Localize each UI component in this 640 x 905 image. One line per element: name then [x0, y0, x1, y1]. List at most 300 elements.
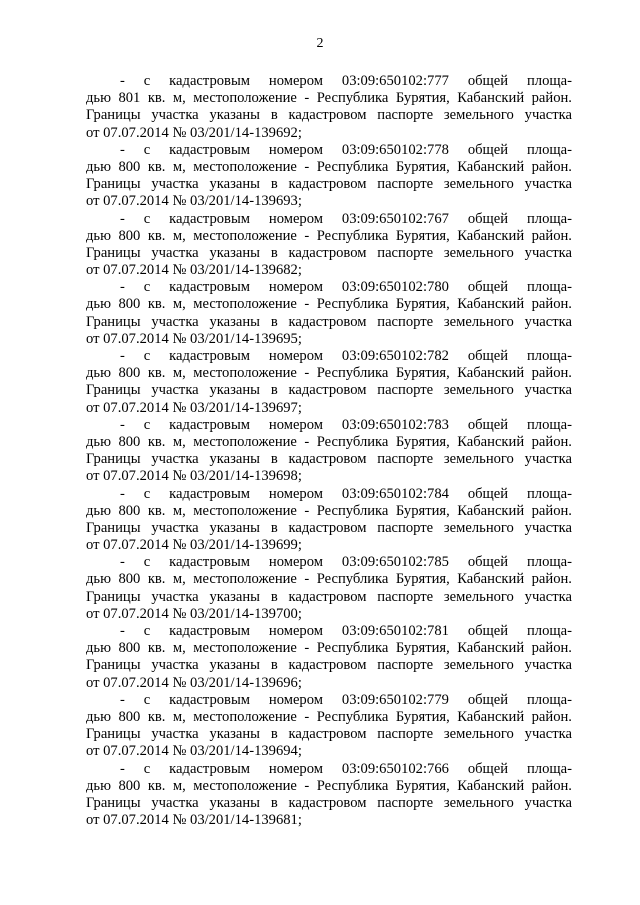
word: указаны: [209, 588, 260, 605]
word: участка: [151, 657, 199, 674]
word: с: [143, 73, 151, 89]
word: Границы: [86, 382, 141, 399]
word: в: [270, 107, 278, 124]
passport-reference-line: от 07.07.2014 № 03/201/14-139682;: [86, 262, 302, 279]
cadastral-number-line: [86, 761, 572, 778]
word: кадастровым: [169, 485, 250, 502]
word: 03:09:650102:784: [341, 485, 449, 502]
word: -: [304, 640, 310, 657]
word: участка: [151, 519, 199, 536]
boundary-line: [86, 314, 572, 331]
word: площа-: [526, 485, 572, 502]
word: Кабанский: [457, 502, 525, 519]
word: Бурятия,: [395, 640, 450, 657]
word: Республика: [316, 227, 389, 244]
word: Кабанский: [457, 158, 525, 175]
word: Республика: [316, 296, 389, 313]
word: район.: [531, 365, 572, 382]
word: -: [120, 554, 125, 571]
word: кадастровом: [288, 794, 367, 811]
word: кв.: [147, 365, 166, 382]
word: Республика: [316, 640, 389, 657]
word: кадастровым: [169, 416, 250, 433]
word: участка: [524, 382, 572, 399]
word: Бурятия,: [395, 571, 450, 588]
location-line: [86, 365, 572, 382]
word: -: [120, 210, 125, 227]
word: Республика: [316, 708, 389, 725]
word: кв.: [147, 777, 166, 794]
word: площа-: [526, 348, 572, 364]
word: Границы: [86, 519, 141, 536]
passport-reference-line: от 07.07.2014 № 03/201/14-139693;: [86, 193, 302, 210]
word: м,: [172, 90, 186, 107]
word: район.: [531, 777, 572, 794]
location-line: [86, 571, 572, 588]
word: паспорте: [377, 244, 434, 261]
land-plot-entry: [86, 348, 572, 417]
word: участка: [151, 107, 199, 124]
word: Бурятия,: [395, 158, 450, 175]
word: указаны: [209, 726, 260, 743]
word: район.: [531, 571, 572, 588]
word: кв.: [147, 708, 166, 725]
cadastral-number-line: [86, 211, 572, 228]
word: кв.: [147, 571, 166, 588]
word: м,: [172, 296, 186, 313]
word: участка: [524, 107, 572, 124]
word: Кабанский: [457, 90, 525, 107]
word: -: [304, 227, 310, 244]
word: местоположение: [193, 365, 297, 382]
word: указаны: [209, 107, 260, 124]
word: Кабанский: [457, 708, 525, 725]
word: местоположение: [193, 571, 297, 588]
word: Границы: [86, 313, 141, 330]
land-plot-entry: [86, 73, 572, 142]
word: участка: [151, 382, 199, 399]
word: 03:09:650102:781: [341, 623, 449, 639]
word: Границы: [86, 451, 141, 468]
word: местоположение: [193, 296, 297, 313]
word: м,: [172, 640, 186, 657]
word: общей: [467, 279, 509, 296]
word: в: [270, 588, 278, 605]
word: земельного: [443, 313, 514, 330]
word: общей: [467, 141, 509, 158]
word: 801: [118, 90, 141, 107]
land-plot-entry: [86, 417, 572, 486]
word: Бурятия,: [395, 90, 450, 107]
word: 800: [118, 158, 141, 175]
word: площа-: [526, 554, 572, 571]
word: 800: [118, 708, 141, 725]
word: Границы: [86, 244, 141, 261]
word: участка: [151, 588, 199, 605]
word: номером: [268, 485, 323, 502]
passport-reference-line: от 07.07.2014 № 03/201/14-139694;: [86, 743, 302, 760]
word: Бурятия,: [395, 502, 450, 519]
boundary-line: [86, 382, 572, 399]
location-line: [86, 90, 572, 107]
word: Кабанский: [457, 571, 525, 588]
word: площа-: [526, 141, 572, 158]
word: кв.: [147, 90, 166, 107]
word: район.: [531, 640, 572, 657]
word: -: [304, 433, 310, 450]
word: участка: [524, 244, 572, 261]
word: в: [270, 313, 278, 330]
word: 03:09:650102:778: [341, 141, 449, 158]
word: номером: [268, 348, 323, 364]
cadastral-number-line: [86, 692, 572, 709]
land-plot-entry: [86, 486, 572, 555]
word: район.: [531, 708, 572, 725]
boundary-line: [86, 451, 572, 468]
word: Границы: [86, 107, 141, 124]
word: кв.: [147, 296, 166, 313]
word: дью: [86, 777, 111, 794]
word: Бурятия,: [395, 365, 450, 382]
word: в: [270, 657, 278, 674]
word: паспорте: [377, 519, 434, 536]
word: дью: [86, 296, 111, 313]
word: местоположение: [193, 227, 297, 244]
word: участка: [524, 794, 572, 811]
word: местоположение: [193, 158, 297, 175]
boundary-line: [86, 726, 572, 743]
word: кадастровым: [169, 554, 250, 571]
word: кадастровом: [288, 519, 367, 536]
word: кадастровом: [288, 657, 367, 674]
cadastral-number-line: [86, 554, 572, 571]
word: площа-: [526, 210, 572, 227]
word: 800: [118, 365, 141, 382]
word: кадастровым: [169, 210, 250, 227]
boundary-line: [86, 245, 572, 262]
word: Бурятия,: [395, 227, 450, 244]
word: участка: [524, 313, 572, 330]
word: м,: [172, 708, 186, 725]
word: указаны: [209, 451, 260, 468]
word: -: [120, 416, 125, 433]
word: Бурятия,: [395, 777, 450, 794]
word: Бурятия,: [395, 296, 450, 313]
land-plot-entry: [86, 142, 572, 211]
word: район.: [531, 90, 572, 107]
word: район.: [531, 227, 572, 244]
word: -: [304, 708, 310, 725]
word: земельного: [443, 657, 514, 674]
word: местоположение: [193, 777, 297, 794]
cadastral-number-line: [86, 279, 572, 296]
word: Границы: [86, 176, 141, 193]
word: район.: [531, 296, 572, 313]
word: указаны: [209, 657, 260, 674]
location-line: [86, 228, 572, 245]
cadastral-number-line: [86, 486, 572, 503]
word: участка: [151, 794, 199, 811]
word: 03:09:650102:782: [341, 348, 449, 364]
word: 800: [118, 640, 141, 657]
word: кв.: [147, 502, 166, 519]
word: кадастровом: [288, 726, 367, 743]
location-line: [86, 709, 572, 726]
word: участка: [151, 726, 199, 743]
cadastral-number-line: [86, 417, 572, 434]
word: кв.: [147, 158, 166, 175]
word: номером: [268, 760, 323, 777]
word: общей: [467, 348, 509, 364]
word: земельного: [443, 588, 514, 605]
word: номером: [268, 416, 323, 433]
word: местоположение: [193, 640, 297, 657]
word: Республика: [316, 571, 389, 588]
location-line: [86, 640, 572, 657]
word: м,: [172, 227, 186, 244]
word: паспорте: [377, 451, 434, 468]
word: паспорте: [377, 588, 434, 605]
word: паспорте: [377, 176, 434, 193]
word: 800: [118, 227, 141, 244]
word: дью: [86, 90, 111, 107]
word: район.: [531, 502, 572, 519]
word: 03:09:650102:767: [341, 210, 449, 227]
boundary-line: [86, 107, 572, 124]
word: общей: [467, 623, 509, 639]
word: земельного: [443, 794, 514, 811]
word: номером: [268, 691, 323, 708]
land-plot-entry: [86, 623, 572, 692]
word: площа-: [526, 73, 572, 89]
word: указаны: [209, 382, 260, 399]
word: местоположение: [193, 708, 297, 725]
word: дью: [86, 640, 111, 657]
word: дью: [86, 502, 111, 519]
boundary-line: [86, 176, 572, 193]
land-plot-entry: [86, 279, 572, 348]
word: кв.: [147, 640, 166, 657]
boundary-line: [86, 795, 572, 812]
word: указаны: [209, 176, 260, 193]
word: дью: [86, 227, 111, 244]
land-plot-entry: [86, 692, 572, 761]
word: м,: [172, 365, 186, 382]
word: 800: [118, 296, 141, 313]
word: -: [120, 691, 125, 708]
word: участка: [524, 451, 572, 468]
page-number: 2: [316, 36, 324, 51]
word: местоположение: [193, 90, 297, 107]
word: участка: [524, 657, 572, 674]
word: в: [270, 726, 278, 743]
location-line: [86, 778, 572, 795]
word: с: [143, 691, 151, 708]
word: номером: [268, 210, 323, 227]
word: в: [270, 176, 278, 193]
word: площа-: [526, 691, 572, 708]
word: дью: [86, 708, 111, 725]
word: кадастровом: [288, 451, 367, 468]
location-line: [86, 296, 572, 313]
word: кадастровым: [169, 348, 250, 364]
word: 03:09:650102:783: [341, 416, 449, 433]
word: Границы: [86, 726, 141, 743]
word: -: [120, 348, 125, 364]
passport-reference-line: от 07.07.2014 № 03/201/14-139700;: [86, 605, 302, 622]
word: кв.: [147, 227, 166, 244]
word: кадастровым: [169, 73, 250, 89]
word: общей: [467, 210, 509, 227]
word: земельного: [443, 244, 514, 261]
word: кадастровом: [288, 244, 367, 261]
passport-reference-line: от 07.07.2014 № 03/201/14-139699;: [86, 537, 302, 554]
document-body: [86, 73, 572, 829]
word: номером: [268, 279, 323, 296]
word: Кабанский: [457, 777, 525, 794]
word: -: [120, 485, 125, 502]
word: дью: [86, 365, 111, 382]
word: Республика: [316, 158, 389, 175]
word: общей: [467, 691, 509, 708]
word: Республика: [316, 502, 389, 519]
cadastral-number-line: [86, 623, 572, 640]
word: Республика: [316, 777, 389, 794]
word: Кабанский: [457, 365, 525, 382]
location-line: [86, 434, 572, 451]
word: земельного: [443, 107, 514, 124]
word: общей: [467, 760, 509, 777]
word: -: [120, 623, 125, 639]
cadastral-number-line: [86, 348, 572, 365]
word: участка: [151, 176, 199, 193]
word: с: [143, 485, 151, 502]
word: земельного: [443, 451, 514, 468]
word: Границы: [86, 588, 141, 605]
word: м,: [172, 777, 186, 794]
word: паспорте: [377, 313, 434, 330]
word: кв.: [147, 433, 166, 450]
word: участка: [151, 313, 199, 330]
word: общей: [467, 73, 509, 89]
land-plot-entry: [86, 211, 572, 280]
boundary-line: [86, 520, 572, 537]
word: -: [304, 365, 310, 382]
word: м,: [172, 502, 186, 519]
word: с: [143, 210, 151, 227]
land-plot-entry: [86, 554, 572, 623]
word: Республика: [316, 365, 389, 382]
word: Республика: [316, 433, 389, 450]
passport-reference-line: от 07.07.2014 № 03/201/14-139681;: [86, 812, 302, 829]
word: участка: [524, 176, 572, 193]
word: -: [120, 73, 125, 89]
word: кадастровом: [288, 313, 367, 330]
word: с: [143, 141, 151, 158]
word: Бурятия,: [395, 708, 450, 725]
word: район.: [531, 158, 572, 175]
word: участка: [524, 726, 572, 743]
word: паспорте: [377, 657, 434, 674]
word: дью: [86, 433, 111, 450]
word: паспорте: [377, 726, 434, 743]
location-line: [86, 503, 572, 520]
word: кадастровым: [169, 691, 250, 708]
word: Кабанский: [457, 433, 525, 450]
cadastral-number-line: [86, 73, 572, 90]
passport-reference-line: от 07.07.2014 № 03/201/14-139692;: [86, 124, 302, 141]
word: с: [143, 760, 151, 777]
passport-reference-line: от 07.07.2014 № 03/201/14-139698;: [86, 468, 302, 485]
word: участка: [151, 451, 199, 468]
word: с: [143, 348, 151, 364]
word: с: [143, 279, 151, 296]
word: площа-: [526, 279, 572, 296]
word: общей: [467, 416, 509, 433]
word: 03:09:650102:780: [341, 279, 449, 296]
word: земельного: [443, 382, 514, 399]
word: дью: [86, 571, 111, 588]
word: участка: [524, 519, 572, 536]
word: с: [143, 554, 151, 571]
word: -: [120, 141, 125, 158]
word: -: [304, 571, 310, 588]
word: м,: [172, 158, 186, 175]
word: кадастровым: [169, 623, 250, 639]
word: с: [143, 623, 151, 639]
word: указаны: [209, 519, 260, 536]
word: указаны: [209, 794, 260, 811]
word: 03:09:650102:766: [341, 760, 449, 777]
word: 03:09:650102:785: [341, 554, 449, 571]
word: номером: [268, 623, 323, 639]
boundary-line: [86, 657, 572, 674]
word: кадастровым: [169, 760, 250, 777]
word: 03:09:650102:779: [341, 691, 449, 708]
word: Кабанский: [457, 227, 525, 244]
word: 800: [118, 502, 141, 519]
word: кадастровом: [288, 176, 367, 193]
word: местоположение: [193, 502, 297, 519]
passport-reference-line: от 07.07.2014 № 03/201/14-139697;: [86, 399, 302, 416]
word: участка: [151, 244, 199, 261]
word: -: [120, 279, 125, 296]
land-plot-entry: [86, 761, 572, 830]
word: в: [270, 382, 278, 399]
word: Кабанский: [457, 296, 525, 313]
word: 03:09:650102:777: [341, 73, 449, 89]
location-line: [86, 159, 572, 176]
cadastral-number-line: [86, 142, 572, 159]
word: кадастровом: [288, 382, 367, 399]
word: -: [304, 158, 310, 175]
word: м,: [172, 433, 186, 450]
word: м,: [172, 571, 186, 588]
word: указаны: [209, 313, 260, 330]
word: -: [304, 502, 310, 519]
word: район.: [531, 433, 572, 450]
word: Границы: [86, 657, 141, 674]
word: в: [270, 519, 278, 536]
word: 800: [118, 433, 141, 450]
word: земельного: [443, 176, 514, 193]
word: в: [270, 794, 278, 811]
word: в: [270, 244, 278, 261]
word: с: [143, 416, 151, 433]
word: паспорте: [377, 794, 434, 811]
word: паспорте: [377, 107, 434, 124]
passport-reference-line: от 07.07.2014 № 03/201/14-139696;: [86, 674, 302, 691]
